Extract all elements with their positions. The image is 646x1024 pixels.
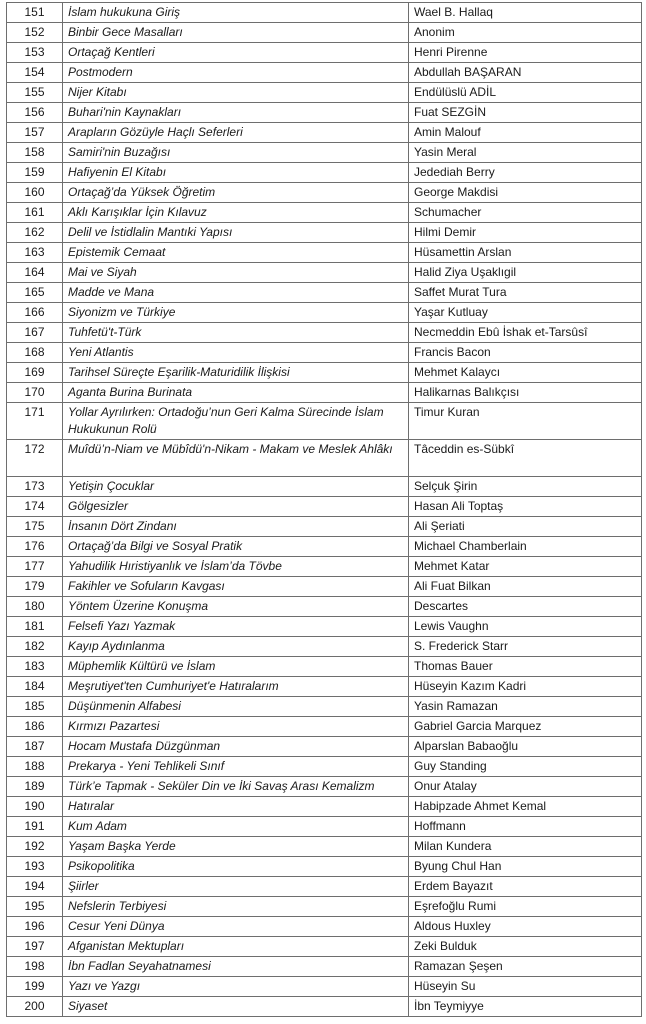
book-author: Eşrefoğlu Rumi (409, 897, 642, 917)
book-title: Tarihsel Süreçte Eşarilik-Maturidilik İlişkisi (63, 363, 409, 383)
book-number: 181 (7, 617, 63, 637)
table-row (7, 837, 642, 857)
book-number: 168 (7, 343, 63, 363)
book-title: Yetişin Çocuklar (63, 477, 409, 497)
book-author: Endülüslü ADİL (409, 83, 642, 103)
book-author: Hüsamettin Arslan (409, 243, 642, 263)
table-row (7, 717, 642, 737)
table-row (7, 737, 642, 757)
book-title: Mai ve Siyah (63, 263, 409, 283)
book-number: 155 (7, 83, 63, 103)
book-title: Yaşam Başka Yerde (63, 837, 409, 857)
book-title: Buhari'nin Kaynakları (63, 103, 409, 123)
book-author: Francis Bacon (409, 343, 642, 363)
book-author: Habipzade Ahmet Kemal (409, 797, 642, 817)
book-title: Madde ve Mana (63, 283, 409, 303)
book-author: Michael Chamberlain (409, 537, 642, 557)
book-title: Yahudilik Hıristiyanlık ve İslam’da Tövbe (63, 557, 409, 577)
book-title: Düşünmenin Alfabesi (63, 697, 409, 717)
book-number: 191 (7, 817, 63, 837)
book-number: 193 (7, 857, 63, 877)
table-row (7, 363, 642, 383)
table-row (7, 143, 642, 163)
book-list-table (6, 2, 642, 1017)
book-number: 158 (7, 143, 63, 163)
book-title: Epistemik Cemaat (63, 243, 409, 263)
book-author: Zeki Bulduk (409, 937, 642, 957)
book-title: Siyaset (63, 997, 409, 1017)
table-row (7, 917, 642, 937)
book-title: Yeni Atlantis (63, 343, 409, 363)
book-number: 153 (7, 43, 63, 63)
book-author: Tâceddin es-Sübkî (409, 440, 642, 477)
book-number: 192 (7, 837, 63, 857)
book-number: 172 (7, 440, 63, 477)
book-author: Hüseyin Su (409, 977, 642, 997)
book-author: Gabriel Garcia Marquez (409, 717, 642, 737)
book-author: Halikarnas Balıkçısı (409, 383, 642, 403)
book-number: 175 (7, 517, 63, 537)
table-row (7, 937, 642, 957)
book-number: 185 (7, 697, 63, 717)
book-number: 188 (7, 757, 63, 777)
book-title: Arapların Gözüyle Haçlı Seferleri (63, 123, 409, 143)
table-row (7, 343, 642, 363)
book-author: Selçuk Şirin (409, 477, 642, 497)
table-row (7, 657, 642, 677)
book-title: Yollar Ayrılırken: Ortadoğu’nun Geri Kalma Sürecinde İslam Hukukunun Rolü (63, 403, 409, 440)
book-author: Yasin Ramazan (409, 697, 642, 717)
book-author: George Makdisi (409, 183, 642, 203)
book-number: 173 (7, 477, 63, 497)
book-title: Prekarya - Yeni Tehlikeli Sınıf (63, 757, 409, 777)
table-row (7, 577, 642, 597)
table-row (7, 323, 642, 343)
book-title: Kum Adam (63, 817, 409, 837)
book-title: Ortaçağ’da Bilgi ve Sosyal Pratik (63, 537, 409, 557)
table-row (7, 817, 642, 837)
table-row (7, 697, 642, 717)
table-row (7, 797, 642, 817)
book-number: 170 (7, 383, 63, 403)
book-author: Halid Ziya Uşaklıgil (409, 263, 642, 283)
book-number: 200 (7, 997, 63, 1017)
book-author: Descartes (409, 597, 642, 617)
book-number: 163 (7, 243, 63, 263)
table-row (7, 637, 642, 657)
book-author: Fuat SEZGİN (409, 103, 642, 123)
table-row (7, 203, 642, 223)
book-number: 152 (7, 23, 63, 43)
book-title: Psikopolitika (63, 857, 409, 877)
book-author: Mehmet Kalaycı (409, 363, 642, 383)
book-title: Hocam Mustafa Düzgünman (63, 737, 409, 757)
book-author: Byung Chul Han (409, 857, 642, 877)
book-author: Milan Kundera (409, 837, 642, 857)
book-title: Ortaçağ’da Yüksek Öğretim (63, 183, 409, 203)
book-author: Ramazan Şeşen (409, 957, 642, 977)
table-row (7, 557, 642, 577)
book-number: 198 (7, 957, 63, 977)
table-row (7, 757, 642, 777)
book-title: Postmodern (63, 63, 409, 83)
book-author: Yasin Meral (409, 143, 642, 163)
table-row (7, 617, 642, 637)
book-number: 151 (7, 3, 63, 23)
table-row (7, 440, 642, 477)
book-title: Fakihler ve Sofuların Kavgası (63, 577, 409, 597)
table-row (7, 517, 642, 537)
book-title: Kayıp Aydınlanma (63, 637, 409, 657)
book-title: Muîdü’n-Niam ve Mübîdü'n-Nikam - Makam ve Meslek Ahlâkı (63, 440, 409, 477)
book-number: 190 (7, 797, 63, 817)
table-row (7, 677, 642, 697)
book-author: Hilmi Demir (409, 223, 642, 243)
book-number: 177 (7, 557, 63, 577)
book-author: Saffet Murat Tura (409, 283, 642, 303)
book-author: Yaşar Kutluay (409, 303, 642, 323)
book-author: S. Frederick Starr (409, 637, 642, 657)
book-number: 157 (7, 123, 63, 143)
table-row (7, 23, 642, 43)
book-title: Hafiyenin El Kitabı (63, 163, 409, 183)
book-author: Abdullah BAŞARAN (409, 63, 642, 83)
table-row (7, 383, 642, 403)
book-author: Guy Standing (409, 757, 642, 777)
book-title: Nefslerin Terbiyesi (63, 897, 409, 917)
table-row (7, 957, 642, 977)
book-title: Aganta Burina Burinata (63, 383, 409, 403)
book-title: Samiri'nin Buzağısı (63, 143, 409, 163)
table-row (7, 497, 642, 517)
table-row (7, 223, 642, 243)
book-title: İbn Fadlan Seyahatnamesi (63, 957, 409, 977)
book-number: 194 (7, 877, 63, 897)
book-number: 195 (7, 897, 63, 917)
table-row (7, 477, 642, 497)
book-number: 186 (7, 717, 63, 737)
book-number: 197 (7, 937, 63, 957)
table-row (7, 897, 642, 917)
book-title: Ortaçağ Kentleri (63, 43, 409, 63)
table-row (7, 997, 642, 1017)
table-row (7, 303, 642, 323)
table-row (7, 857, 642, 877)
book-number: 182 (7, 637, 63, 657)
table-row (7, 877, 642, 897)
book-author: Lewis Vaughn (409, 617, 642, 637)
book-title: Meşrutiyet'ten Cumhuriyet'e Hatıralarım (63, 677, 409, 697)
book-number: 187 (7, 737, 63, 757)
book-author: Timur Kuran (409, 403, 642, 440)
book-author: Wael B. Hallaq (409, 3, 642, 23)
book-number: 154 (7, 63, 63, 83)
book-author: Thomas Bauer (409, 657, 642, 677)
book-author: Ali Şeriati (409, 517, 642, 537)
book-list-body (7, 3, 642, 1017)
book-number: 176 (7, 537, 63, 557)
table-row (7, 283, 642, 303)
book-title: Afganistan Mektupları (63, 937, 409, 957)
book-title: Nijer Kitabı (63, 83, 409, 103)
table-row (7, 263, 642, 283)
book-title: Kırmızı Pazartesi (63, 717, 409, 737)
book-author: Aldous Huxley (409, 917, 642, 937)
book-author: Alparslan Babaoğlu (409, 737, 642, 757)
book-number: 161 (7, 203, 63, 223)
book-number: 164 (7, 263, 63, 283)
book-number: 159 (7, 163, 63, 183)
book-title: Siyonizm ve Türkiye (63, 303, 409, 323)
book-title: Felsefi Yazı Yazmak (63, 617, 409, 637)
book-title: Cesur Yeni Dünya (63, 917, 409, 937)
book-title: Yöntem Üzerine Konuşma (63, 597, 409, 617)
table-row (7, 123, 642, 143)
book-author: Erdem Bayazıt (409, 877, 642, 897)
book-number: 180 (7, 597, 63, 617)
book-author: Hoffmann (409, 817, 642, 837)
book-number: 160 (7, 183, 63, 203)
book-title: Tuhfetü't-Türk (63, 323, 409, 343)
book-number: 169 (7, 363, 63, 383)
book-author: İbn Teymiyye (409, 997, 642, 1017)
book-author: Ali Fuat Bilkan (409, 577, 642, 597)
book-number: 165 (7, 283, 63, 303)
table-row (7, 243, 642, 263)
book-title: Gölgesizler (63, 497, 409, 517)
book-author: Hüseyin Kazım Kadri (409, 677, 642, 697)
book-title: Şiirler (63, 877, 409, 897)
table-row (7, 103, 642, 123)
book-number: 166 (7, 303, 63, 323)
table-row (7, 43, 642, 63)
table-row (7, 403, 642, 440)
book-title: Hatıralar (63, 797, 409, 817)
book-title: Müphemlik Kültürü ve İslam (63, 657, 409, 677)
book-number: 174 (7, 497, 63, 517)
book-author: Hasan Ali Toptaş (409, 497, 642, 517)
table-row (7, 183, 642, 203)
table-row (7, 63, 642, 83)
table-row (7, 3, 642, 23)
book-author: Amin Malouf (409, 123, 642, 143)
book-title: Binbir Gece Masalları (63, 23, 409, 43)
book-author: Onur Atalay (409, 777, 642, 797)
book-number: 179 (7, 577, 63, 597)
book-author: Jedediah Berry (409, 163, 642, 183)
table-row (7, 163, 642, 183)
book-author: Necmeddin Ebû İshak et-Tarsûsî (409, 323, 642, 343)
table-row (7, 597, 642, 617)
book-author: Schumacher (409, 203, 642, 223)
book-number: 171 (7, 403, 63, 440)
book-number: 189 (7, 777, 63, 797)
book-author: Mehmet Katar (409, 557, 642, 577)
table-row (7, 977, 642, 997)
book-title: İnsanın Dört Zindanı (63, 517, 409, 537)
book-number: 156 (7, 103, 63, 123)
book-title: Yazı ve Yazgı (63, 977, 409, 997)
book-title: Aklı Karışıklar İçin Kılavuz (63, 203, 409, 223)
table-row (7, 537, 642, 557)
book-title: İslam hukukuna Giriş (63, 3, 409, 23)
book-author: Henri Pirenne (409, 43, 642, 63)
book-number: 196 (7, 917, 63, 937)
book-author: Anonim (409, 23, 642, 43)
book-title: Türk’e Tapmak - Seküler Din ve İki Savaş Arası Kemalizm (63, 777, 409, 797)
book-number: 184 (7, 677, 63, 697)
table-row (7, 83, 642, 103)
table-row (7, 777, 642, 797)
book-number: 199 (7, 977, 63, 997)
book-number: 162 (7, 223, 63, 243)
book-number: 167 (7, 323, 63, 343)
book-number: 183 (7, 657, 63, 677)
book-title: Delil ve İstidlalin Mantıki Yapısı (63, 223, 409, 243)
